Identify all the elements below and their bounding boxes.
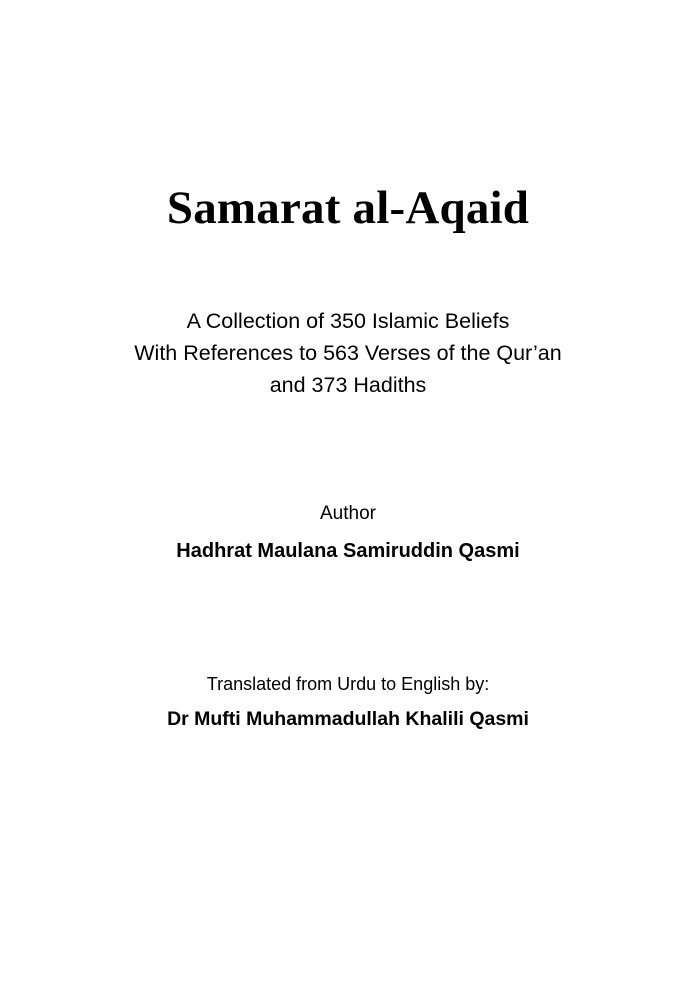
translator-name: Dr Mufti Muhammadullah Khalili Qasmi	[167, 708, 529, 730]
title-block	[0, 183, 696, 235]
page-title: Samarat al-Aqaid	[166, 182, 530, 234]
author-label: Author	[320, 503, 376, 524]
subtitle-block	[0, 305, 696, 401]
translator-block	[0, 671, 696, 734]
author-name: Hadhrat Maulana Samiruddin Qasmi	[176, 540, 520, 562]
subtitle-line-1: A Collection of 350 Islamic Beliefs	[186, 309, 510, 333]
subtitle-line-3: and 373 Hadiths	[269, 373, 427, 397]
author-block	[0, 500, 696, 566]
subtitle-line-2: With References to 563 Verses of the Qur’an	[134, 341, 562, 365]
translator-label: Translated from Urdu to English by:	[206, 674, 490, 694]
